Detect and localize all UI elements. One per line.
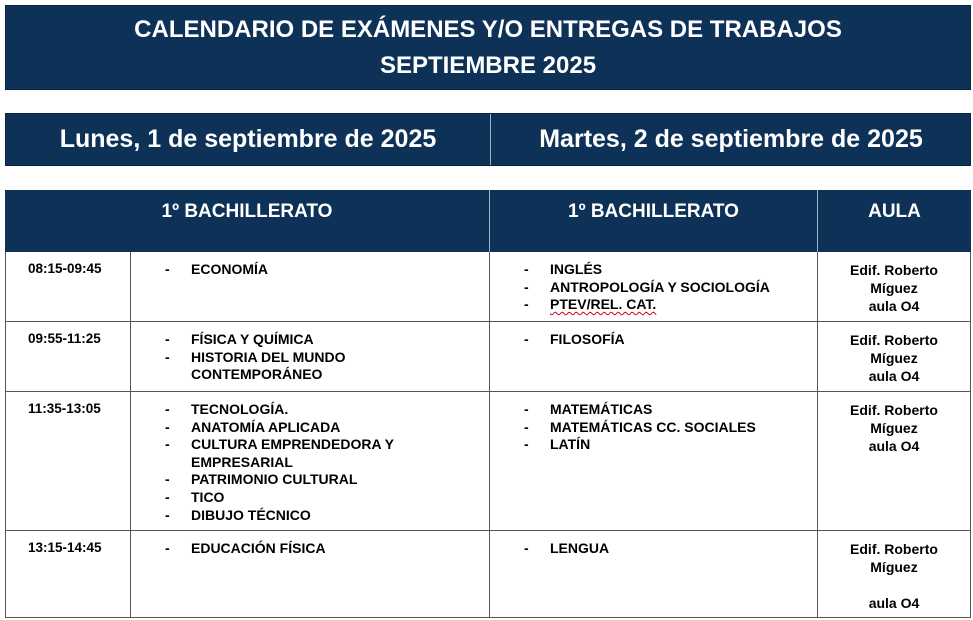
aula-room: aula O4 [868, 595, 920, 611]
time-slot: 09:55-11:25 [5, 322, 130, 391]
subject-item: - LATÍN [490, 436, 817, 454]
subject-item: - INGLÉS [490, 261, 817, 279]
subject-item: - FÍSICA Y QUÍMICA [131, 331, 489, 349]
subject-item: - MATEMÁTICAS CC. SOCIALES [490, 419, 817, 437]
subject-item: - TICO [131, 489, 489, 507]
day-1-label: Lunes, 1 de septiembre de 2025 [59, 125, 437, 153]
day1-subjects [130, 322, 489, 391]
subject-item: - FILOSOFÍA [490, 331, 817, 349]
header-bach-day1: 1º BACHILLERATO [5, 190, 489, 252]
aula-room: aula O4 [868, 438, 920, 454]
aula-building: Edif. Roberto [850, 262, 938, 278]
subject-item: - HISTORIA DEL MUNDO [131, 349, 489, 367]
aula-cell [817, 322, 971, 391]
aula-building-name: Míguez [870, 350, 918, 366]
header-bach-day2: 1º BACHILLERATO [489, 190, 817, 252]
title-line-2: SEPTIEMBRE 2025 [379, 51, 597, 79]
subject-text: PTEV/REL. CAT. [550, 296, 657, 313]
aula-spacer [818, 576, 970, 594]
subject-item: - CULTURA EMPRENDEDORA Y [131, 436, 489, 454]
table-row [5, 252, 971, 322]
header-aula: AULA [817, 190, 971, 252]
subject-item: - ANTROPOLOGÍA Y SOCIOLOGÍA [490, 279, 817, 297]
exam-schedule-table [5, 190, 971, 618]
time-slot: 13:15-14:45 [5, 531, 130, 617]
subject-item: - MATEMÁTICAS [490, 401, 817, 419]
subject-item: - EDUCACIÓN FÍSICA [131, 540, 489, 558]
subject-item-continuation: EMPRESARIAL [191, 453, 293, 470]
subject-item: - PATRIMONIO CULTURAL [131, 471, 489, 489]
aula-cell [817, 531, 971, 617]
day2-subjects [489, 531, 817, 617]
subject-item: - ECONOMÍA [131, 261, 489, 279]
aula-building: Edif. Roberto [850, 541, 938, 557]
day1-subjects [130, 392, 489, 530]
day-2-label: Martes, 2 de septiembre de 2025 [490, 114, 971, 165]
aula-cell [817, 392, 971, 530]
subject-item: - LENGUA [490, 540, 817, 558]
aula-room: aula O4 [868, 298, 920, 314]
table-row [5, 531, 971, 618]
aula-building-name: Míguez [870, 559, 918, 575]
subject-item: - ANATOMÍA APLICADA [131, 419, 489, 437]
day1-subjects [130, 252, 489, 321]
table-row [5, 322, 971, 392]
aula-room: aula O4 [868, 368, 920, 384]
day1-subjects [130, 531, 489, 617]
time-slot: 11:35-13:05 [5, 392, 130, 530]
aula-cell [817, 252, 971, 321]
subject-item: - DIBUJO TÉCNICO [131, 507, 489, 525]
time-slot: 08:15-09:45 [5, 252, 130, 321]
aula-building-name: Míguez [870, 280, 918, 296]
subject-item: - TECNOLOGÍA. [131, 401, 489, 419]
aula-building: Edif. Roberto [850, 332, 938, 348]
day-header-bar [5, 113, 971, 166]
table-row [5, 392, 971, 531]
day2-subjects [489, 322, 817, 391]
day2-subjects [489, 392, 817, 530]
aula-building-name: Míguez [870, 420, 918, 436]
subject-item [490, 296, 817, 314]
subject-item-continuation: CONTEMPORÁNEO [191, 366, 323, 383]
day2-subjects [489, 252, 817, 321]
aula-building: Edif. Roberto [850, 402, 938, 418]
calendar-title [5, 5, 971, 90]
title-line-1: CALENDARIO DE EXÁMENES Y/O ENTREGAS DE TRABAJOS [134, 15, 842, 43]
